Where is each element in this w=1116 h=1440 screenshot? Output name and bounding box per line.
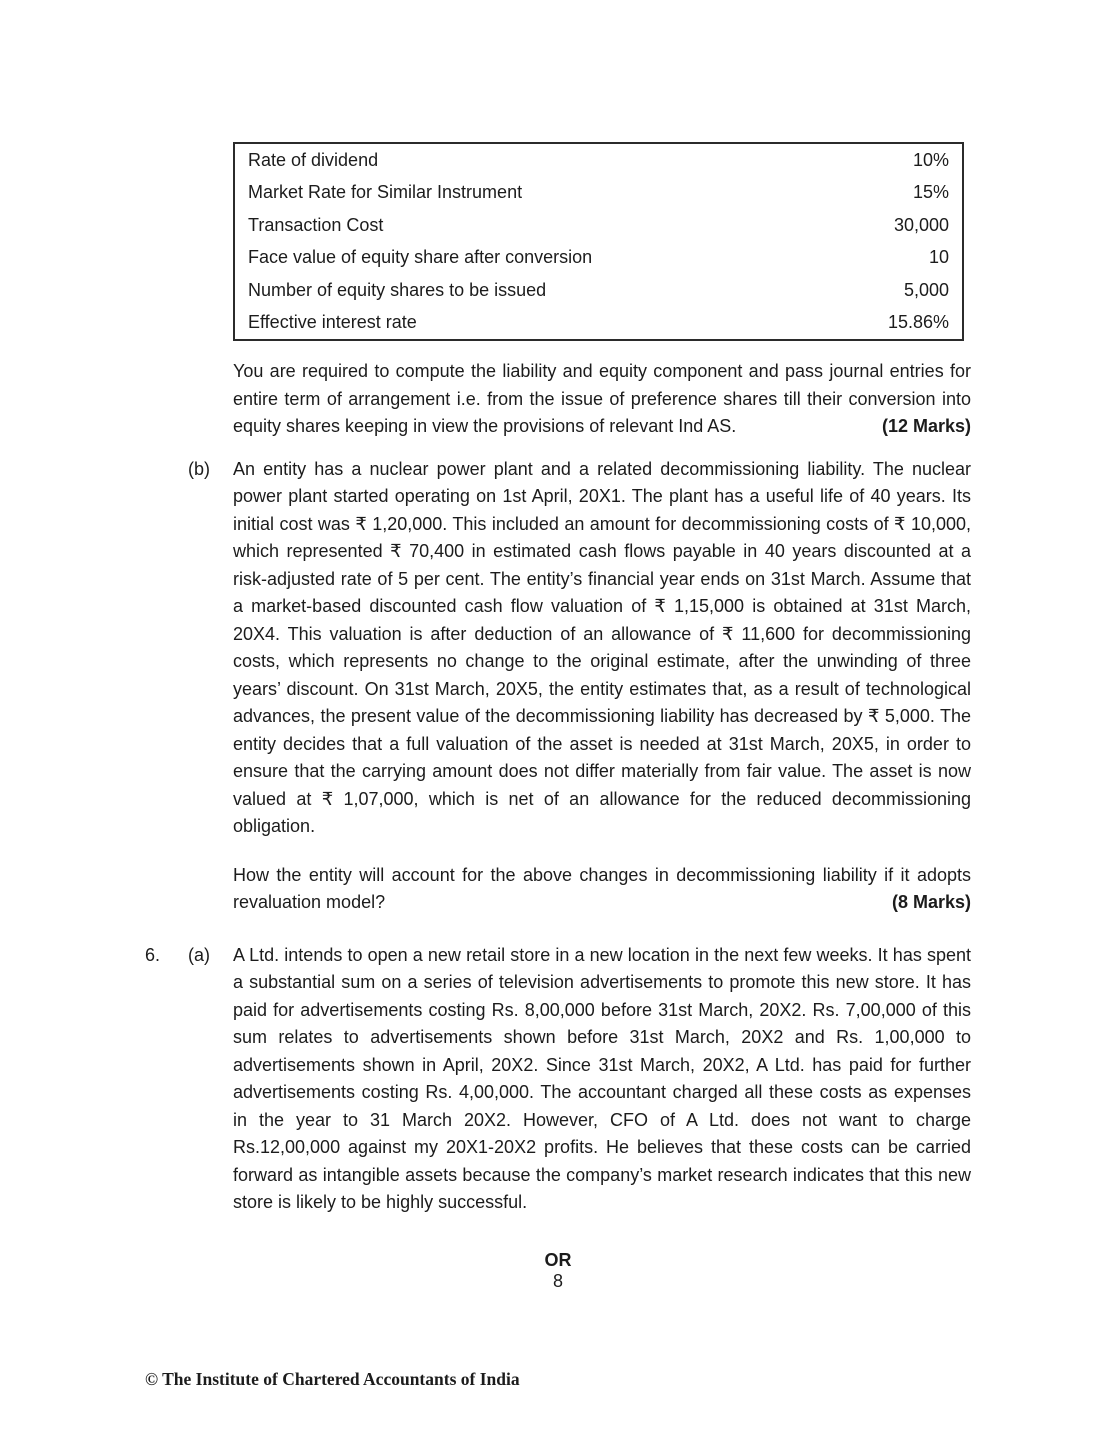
table-row — [234, 209, 963, 242]
marks-label-12: (12 Marks) — [881, 416, 971, 436]
item-b-paragraph — [233, 456, 971, 841]
conversion-terms-table — [233, 142, 964, 341]
table-row — [234, 274, 963, 307]
item-b-question-text: How the entity will account for the above changes in decommissioning liability if it adopts revaluation model? — [233, 864, 971, 912]
page-content — [145, 142, 971, 1274]
table-cell-label: Transaction Cost — [248, 214, 384, 235]
table-cell-value: 15.86% — [887, 312, 949, 332]
table-row — [234, 143, 963, 177]
table-cell-label: Face value of equity share after conversion — [248, 247, 593, 267]
question-6a-body — [233, 942, 971, 1217]
marks-label-8: (8 Marks) — [891, 892, 971, 912]
item-b — [188, 456, 971, 917]
item-b-label: (b) — [188, 458, 210, 479]
table-cell-value: 10 — [928, 247, 949, 267]
table-cell-value: 5,000 — [903, 279, 949, 300]
item-b-text: An entity has a nuclear power plant and a related decommissioning liability. The nuclear power plant started operating on 1st April, 20X1. The plant has a useful life of 40 years. Its initial cost was ₹ 1,20,000. This included an amount for decommissioning costs of ₹ 10,000, which represented ₹ 70,400 in estimated cash flows payable in 40 years discounted at a risk-adjusted rate of 5 per cent. The entity’s financial year ends on 31st March. Assume that a market-based discounted cash flow valuation of ₹ 1,15,000 is obtained at 31st March, 20X4. This valuation is after deduction of an allowance of ₹ 11,600 for decommissioning costs, which represents no change to the original estimate, after the unwinding of three years’ discount. On 31st March, 20X5, the entity estimates that, as a result of technological advances, the present value of the decommissioning liability has decreased by ₹ 5,000. The entity decides that a full valuation of the asset is needed at 31st March, 20X5, in order to ensure that the carrying amount does not differ materially from fair value. The asset is now valued at ₹ 1,07,000, which is net of an allowance for the reduced decommissioning obligation. — [233, 458, 971, 836]
copyright-notice: © The Institute of Chartered Accountants of India — [145, 1369, 520, 1389]
table-cell-label: Number of equity shares to be issued — [248, 279, 547, 300]
item-b-body — [233, 456, 971, 917]
table-row — [234, 177, 963, 210]
requirement-text: You are required to compute the liability and equity component and pass journal entries for entire term of arrangement i.e. from the issue of preference shares till their conversion into equity shares keeping in view the provisions of relevant Ind AS. — [233, 361, 971, 436]
question-6a-text: A Ltd. intends to open a new retail store in a new location in the next few weeks. It has spent a substantial sum on a series of television advertisements to promote this new store. It has paid for advertisements costing Rs. 8,00,000 before 31st March, 20X2. Rs. 7,00,000 of this sum relates to advertisements shown before 31st March, 20X2 and Rs. 1,00,000 to advertisements shown in April, 20X2. Since 31st March, 20X2, A Ltd. has paid for further advertisements costing Rs. 4,00,000. The accountant charged all these costs as expenses in the year to 31 March 20X2. However, CFO of A Ltd. does not want to charge Rs.12,00,000 against my 20X1-20X2 profits. He believes that these costs can be carried forward as intangible assets because the company’s market research indicates that this new store is likely to be highly successful. — [233, 944, 971, 1212]
table-cell-label: Effective interest rate — [248, 312, 417, 332]
page-number: 8 — [552, 1271, 563, 1291]
table-cell-value: 10% — [912, 149, 949, 170]
or-separator: OR — [544, 1249, 572, 1270]
requirement-paragraph — [233, 358, 971, 441]
table-cell-value: 30,000 — [893, 214, 949, 235]
table-cell-label: Rate of dividend — [248, 149, 379, 170]
question-6a-label: (a) — [188, 944, 210, 965]
item-b-question-paragraph — [233, 862, 971, 917]
table-cell-value: 15% — [912, 182, 949, 202]
question-6 — [145, 942, 971, 1217]
question-6-number: 6. — [145, 944, 161, 965]
question-6a-paragraph — [233, 942, 971, 1217]
table-row — [234, 242, 963, 275]
table-row — [234, 307, 963, 341]
table-cell-label: Market Rate for Similar Instrument — [248, 182, 523, 202]
